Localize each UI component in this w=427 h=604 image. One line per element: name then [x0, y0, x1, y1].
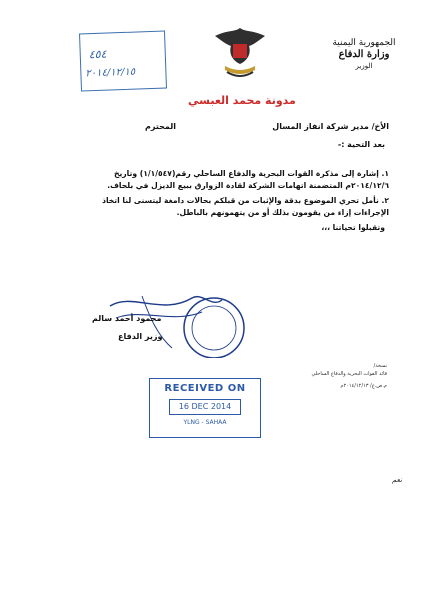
- signature-and-seal: [102, 288, 252, 358]
- letter-body: [89, 168, 389, 237]
- received-on-stamp: [149, 378, 261, 438]
- received-date: 16 DEC 2014: [169, 399, 241, 415]
- yemen-eagle-emblem: [205, 22, 275, 84]
- signatory-name: محمود أحمد سالم: [92, 314, 162, 323]
- cc-line-2: قائد القوات البحرية والدفاع الساحلي: [311, 371, 387, 377]
- respected-word: المحترم: [145, 122, 176, 131]
- received-label: RECEIVED ON: [164, 383, 246, 394]
- handwritten-note: نعم: [392, 476, 402, 484]
- signatory-title: وزير الدفاع: [118, 332, 163, 341]
- incoming-stamp: [79, 31, 167, 92]
- cc-line-1: نسخة/: [373, 363, 387, 369]
- ministry-line1: الجمهورية اليمنية: [332, 38, 396, 48]
- body-closing: وتقبلوا تحياتنا ،،،: [321, 223, 385, 232]
- received-location: YLNG - SAHAA: [183, 419, 227, 426]
- greeting: بعد التحية :-: [337, 140, 385, 149]
- blog-watermark-title: مدونة محمد العبسي: [188, 94, 296, 107]
- body-paragraph-1: ١. إشارة إلى مذكرة القوات البحرية والدفاع الساحلي رقم(١/١/٥٤٧) وتاريخ ٢٠١٤/١٢/٦م المتضمنة اتهامات الشركة لقادة الزوارق ببيع الديزل في بلحاف.: [107, 169, 389, 190]
- stamp-hand-number: ٤٥٤: [88, 47, 107, 62]
- ministry-header: [319, 38, 409, 71]
- cc-line-3: م.ص.ع/ ٢٠١٤/١٢/١٣م: [340, 383, 387, 389]
- ministry-line3: الوزير: [355, 62, 373, 70]
- ministry-line2: وزارة الدفاع: [338, 49, 390, 60]
- addressee: الأخ/ مدير شركة انفاز المسال: [272, 122, 389, 131]
- body-paragraph-2: ٢. نأمل تحري الموضوع بدقة والإثبات من قبلكم بحالات دامغة ليتسنى لنا اتخاذ الإجراءات إزاء من يقومون بذلك أو من يتهمونهم بالباطل.: [102, 196, 389, 217]
- carbon-copy-list: [247, 362, 387, 390]
- stamp-hand-date: ٢٠١٤/١٢/١٥: [85, 66, 136, 80]
